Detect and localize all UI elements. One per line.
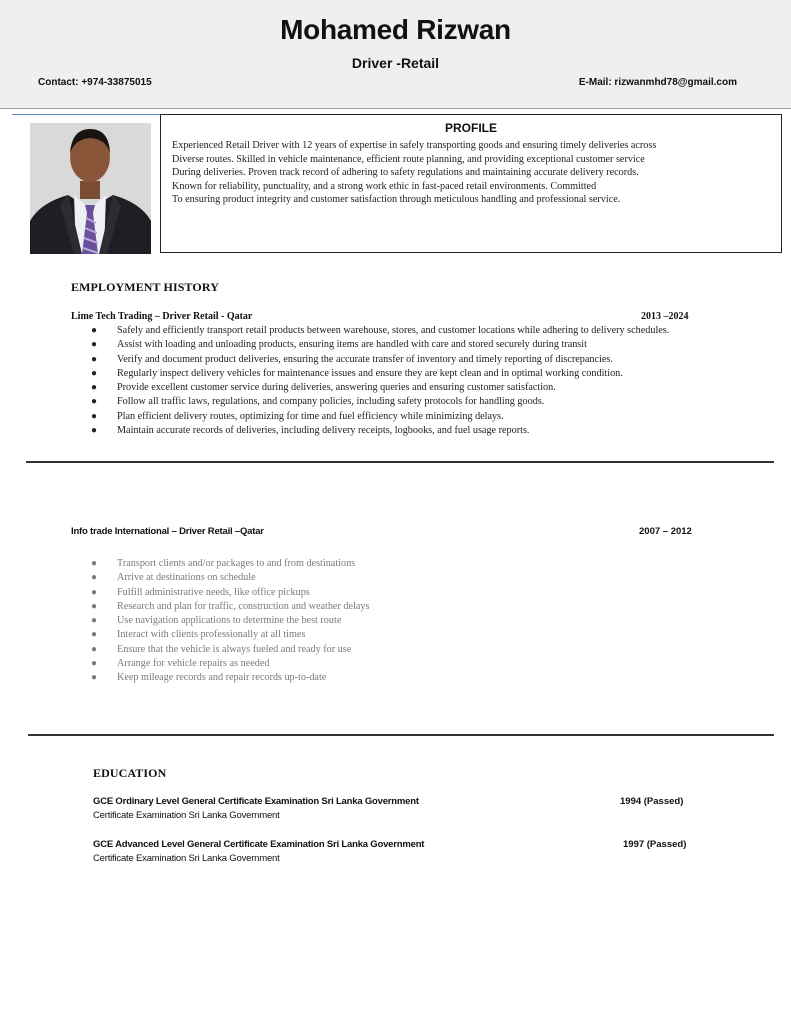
profile-line: To ensuring product integrity and customer satisfaction through meticulous handling and professional service. [172,194,621,205]
employment-heading: EMPLOYMENT HISTORY [71,280,219,294]
duty-text: Keep mileage records and repair records up-to-date [117,672,327,684]
section-divider [28,734,774,736]
list-item: ● Verify and document product deliveries, ensuring the accurate transfer of inventory and timely reporting of discrepancies. [91,353,613,365]
education-title: GCE Advanced Level General Certificate Examination Sri Lanka Government [93,839,425,850]
profile-heading: PROFILE [444,121,497,135]
duty-text: Arrive at destinations on schedule [117,572,256,584]
education-year: 1994 (Passed) [620,796,684,807]
duty-text: Provide excellent customer service during deliveries, answering queries and ensuring customer satisfaction. [117,382,556,394]
list-item: ● Arrange for vehicle repairs as needed [91,658,270,670]
candidate-name: Mohamed Rizwan [280,14,511,45]
contact-phone: Contact: +974-33875015 [38,77,152,88]
section-divider [26,461,774,463]
job-duties-list [71,557,369,686]
candidate-role: Driver -Retail [351,55,440,71]
list-item: ● Transport clients and/or packages to and from destinations [91,558,356,569]
list-item: ● Arrive at destinations on schedule [91,572,256,584]
education-year: 1997 (Passed) [623,839,687,850]
profile-line: Known for reliability, punctuality, and a strong work ethic in fast-paced retail environments. Committed [172,180,597,192]
list-item: ● Research and plan for traffic, construction and weather delays [91,600,370,612]
job-dates: 2007 – 2012 [639,526,692,537]
list-item: ● Keep mileage records and repair records up-to-date [91,672,327,684]
duty-text: Maintain accurate records of deliveries, including delivery receipts, logbooks, and fuel usage reports. [117,425,530,437]
duty-text: Assist with loading and unloading products, ensuring items are handled with care and stored securely during transit [117,339,587,351]
duty-text: Use navigation applications to determine the best route [117,615,342,627]
duty-text: Transport clients and/or packages to and from destinations [117,558,356,569]
duty-text: Interact with clients professionally at all times [117,629,306,641]
contact-email: E-Mail: rizwanmhd78@gmail.com [578,77,737,88]
list-item: ● Plan efficient delivery routes, optimizing for time and fuel efficiency while minimizing delays. [91,410,504,422]
job-dates: 2013 –2024 [641,311,689,322]
duty-text: Regularly inspect delivery vehicles for maintenance issues and ensure they are kept clean and in optimal working condition. [117,367,623,379]
duty-text: Arrange for vehicle repairs as needed [117,658,270,670]
education-heading: EDUCATION [93,766,167,780]
profile-section [160,114,782,253]
duty-text: Verify and document product deliveries, ensuring the accurate transfer of inventory and timely reporting of discrepancies. [117,353,613,365]
profile-summary [172,139,772,207]
duty-text: Plan efficient delivery routes, optimizing for time and fuel efficiency while minimizing delays. [117,410,504,422]
list-item: ● Assist with loading and unloading products, ensuring items are handled with care and stored securely during transit [91,339,587,351]
list-item: ● Safely and efficiently transport retail products between warehouse, stores, and customer locations while adhering to delivery schedules. [91,325,670,336]
list-item: ● Regularly inspect delivery vehicles for maintenance issues and ensure they are kept clean and in optimal working condition. [91,367,623,379]
profile-photo [30,123,151,254]
duty-text: Fulfill administrative needs, like office pickups [117,586,310,598]
list-item: ● Fulfill administrative needs, like office pickups [91,586,310,598]
duty-text: Safely and efficiently transport retail products between warehouse, stores, and customer locations while adhering to delivery schedules. [117,325,670,336]
education-subtitle: Certificate Examination Sri Lanka Government [93,810,280,821]
profile-photo-icon [30,123,151,254]
profile-line: During deliveries. Proven track record of adhering to safety regulations and maintaining accurate delivery records. [172,167,639,178]
duty-text: Ensure that the vehicle is always fueled and ready for use [117,643,352,655]
education-title: GCE Ordinary Level General Certificate Examination Sri Lanka Government [93,796,419,807]
list-item: ● Ensure that the vehicle is always fueled and ready for use [91,643,352,655]
job-duties-list [71,324,669,438]
list-item: ● Maintain accurate records of deliveries, including delivery receipts, logbooks, and fuel usage reports. [91,425,530,437]
job-title: Info trade International – Driver Retail –Qatar [71,526,264,537]
list-item: ● Use navigation applications to determine the best route [91,615,342,627]
accent-rule [12,114,160,115]
education-subtitle: Certificate Examination Sri Lanka Government [93,853,280,864]
resume-header [0,0,791,109]
list-item: ● Follow all traffic laws, regulations, and company policies, including safety protocols for handling goods. [91,396,545,408]
profile-line: Diverse routes. Skilled in vehicle maintenance, efficient route planning, and providing exceptional customer service [172,153,645,165]
list-item: ● Interact with clients professionally at all times [91,629,306,641]
duty-text: Follow all traffic laws, regulations, and company policies, including safety protocols for handling goods. [117,396,545,408]
list-item: ● Provide excellent customer service during deliveries, answering queries and ensuring customer satisfaction. [91,382,556,394]
profile-line: Experienced Retail Driver with 12 years of expertise in safely transporting goods and ensuring timely deliveries across [172,140,657,151]
job-title: Lime Tech Trading – Driver Retail - Qatar [71,311,253,322]
duty-text: Research and plan for traffic, construction and weather delays [117,600,370,612]
